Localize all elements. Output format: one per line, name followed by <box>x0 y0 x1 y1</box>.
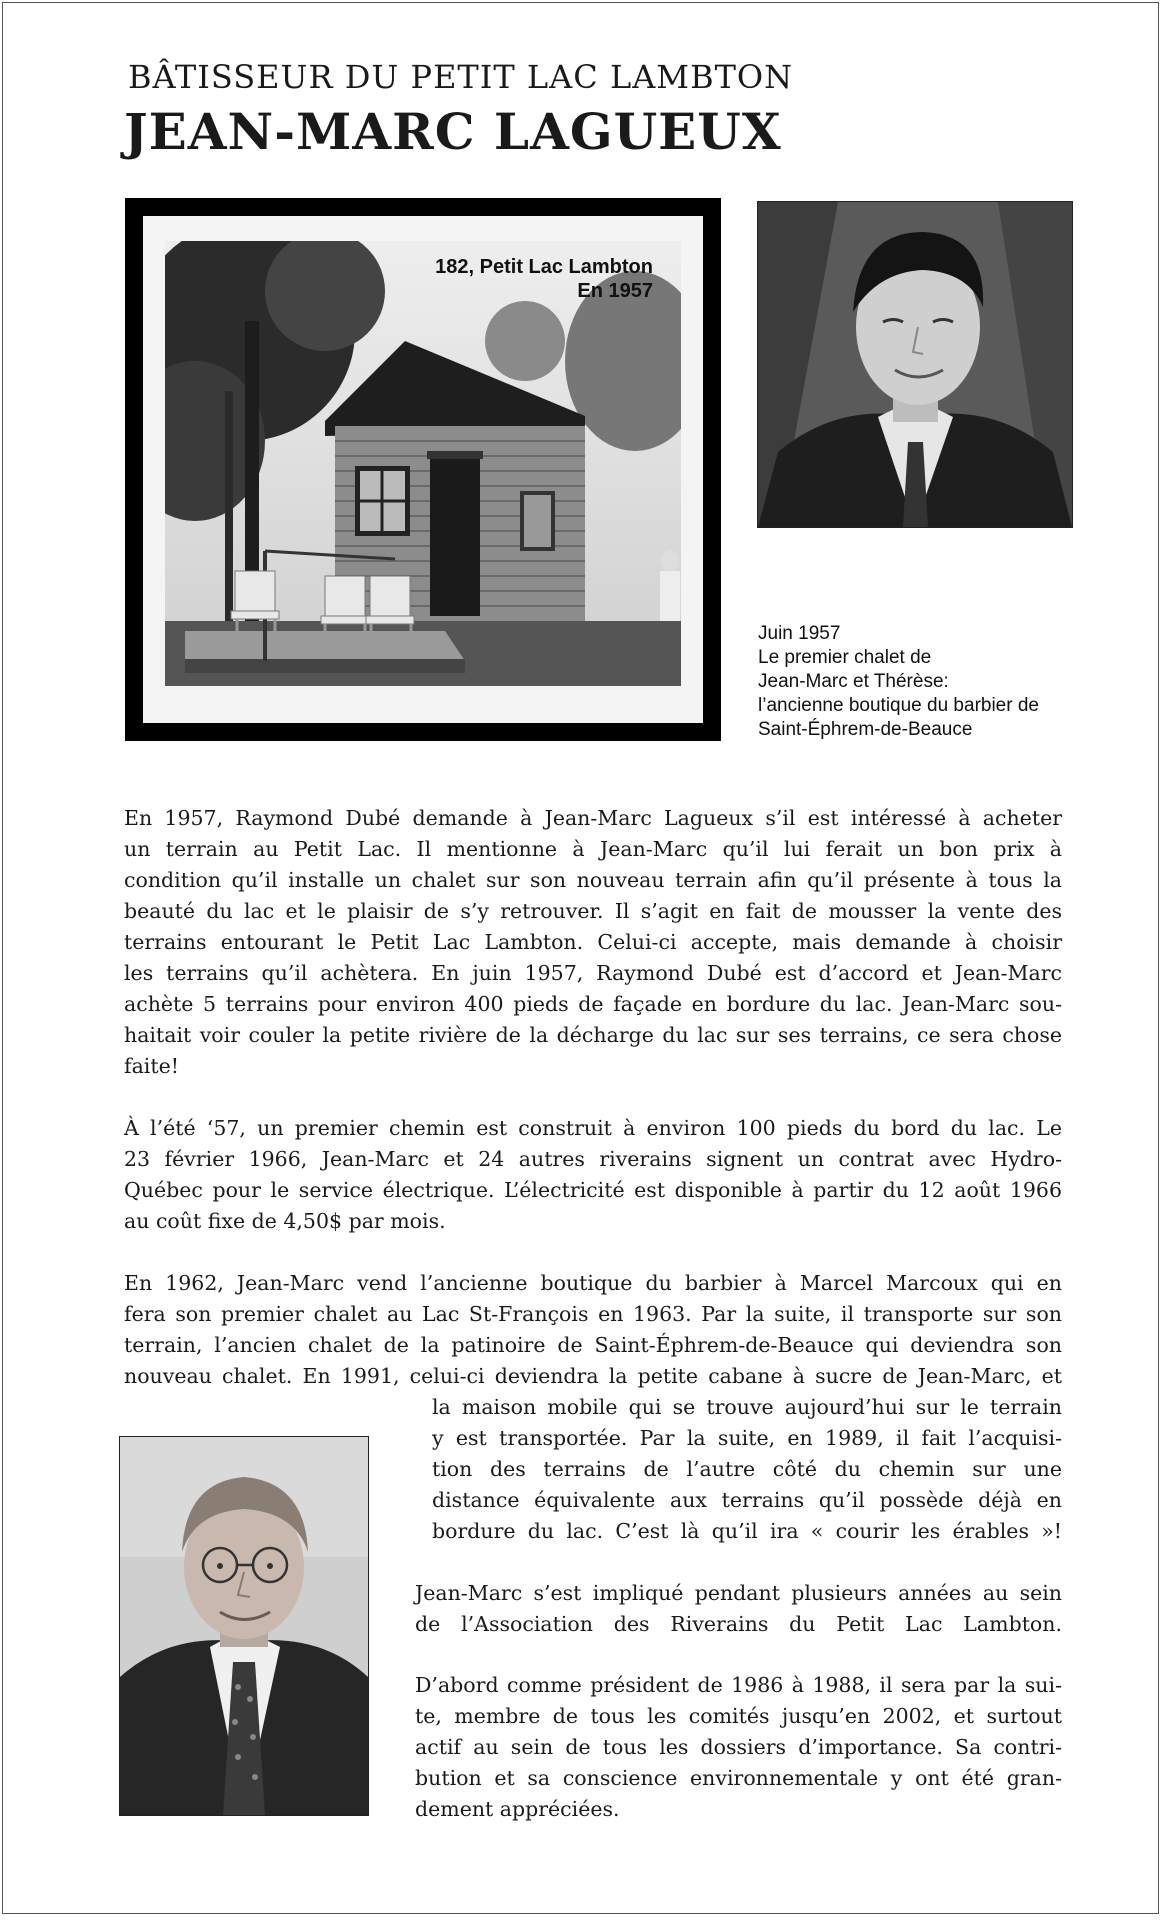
paragraph-1 <box>124 803 1062 1082</box>
text-line: En 1962, Jean-Marc vend l’ancienne boutique du barbier à Marcel Marcoux qui en <box>124 1271 1062 1295</box>
text-line: la maison mobile qui se trouve aujourd’hui sur le terrain <box>432 1395 1062 1419</box>
paragraph-2 <box>124 1113 1062 1237</box>
text-line: 23 février 1966, Jean-Marc et 24 autres riverains signent un contrat avec Hydro- <box>124 1147 1062 1171</box>
caption-line: Juin 1957 <box>758 623 841 644</box>
page-title: JEAN-MARC LAGUEUX <box>124 102 782 161</box>
text-line: Québec pour le service électrique. L’électricité est disponible à partir du 12 août 1966 <box>124 1178 1062 1202</box>
text-line: D’abord comme président de 1986 à 1988, il sera par la sui- <box>415 1673 1062 1697</box>
text-line: En 1957, Raymond Dubé demande à Jean-Marc Lagueux s’il est intéressé à acheter <box>124 806 1062 830</box>
caption-line: l’ancienne boutique du barbier de <box>758 695 1039 716</box>
text-line: fera son premier chalet au Lac St-François en 1963. Par la suite, il transporte sur son <box>124 1302 1062 1326</box>
text-line: À l’été ‘57, un premier chemin est construit à environ 100 pieds du bord du lac. Le <box>124 1116 1062 1140</box>
text-line: terrains entourant le Petit Lac Lambton. Celui-ci accepte, mais demande à choisir <box>124 930 1062 954</box>
paragraph-3 <box>124 1268 1062 1392</box>
text-line: terrain, l’ancien chalet de la patinoire de Saint-Éphrem-de-Beauce qui deviendra son <box>124 1333 1062 1357</box>
chalet-photo-mat <box>143 216 703 723</box>
text-line: dement appréciées. <box>415 1797 620 1821</box>
paragraph-4 <box>415 1578 1062 1640</box>
chalet-caption-year: En 1957 <box>577 280 653 302</box>
chalet-caption-address: 182, Petit Lac Lambton <box>435 256 653 278</box>
caption-line: Saint-Éphrem-de-Beauce <box>758 719 973 740</box>
paragraph-3-continued <box>432 1392 1062 1547</box>
text-line: nouveau chalet. En 1991, celui-ci deviendra la petite cabane à sucre de Jean-Marc, et <box>124 1364 1062 1388</box>
text-line: achète 5 terrains pour environ 400 pieds de façade en bordure du lac. Jean-Marc sou- <box>124 992 1062 1016</box>
text-line: bution et sa conscience environnementale y ont été gran- <box>415 1766 1062 1790</box>
caption-line: Jean-Marc et Thérèse: <box>758 671 949 692</box>
text-line: haitait voir couler la petite rivière de la décharge du lac sur ses terrains, ce sera chose <box>124 1023 1062 1047</box>
text-line: beauté du lac et le plaisir de s’y retrouver. Il s’agit en fait de mousser la vente des <box>124 899 1062 923</box>
paragraph-5 <box>415 1670 1062 1825</box>
text-line: te, membre de tous les comités jusqu’en 2002, et surtout <box>415 1704 1062 1728</box>
text-line: distance équivalente aux terrains qu’il possède déjà en <box>432 1488 1062 1512</box>
text-line: les terrains qu’il achètera. En juin 1957, Raymond Dubé est d’accord et Jean-Marc <box>124 961 1062 985</box>
text-line: faite! <box>124 1054 179 1078</box>
text-line: Jean-Marc s’est impliqué pendant plusieurs années au sein <box>415 1581 1062 1605</box>
text-line: un terrain au Petit Lac. Il mentionne à Jean-Marc qu’il lui ferait un bon prix à <box>124 837 1062 861</box>
chalet-description-caption <box>758 622 1039 742</box>
portrait-older-photo <box>119 1436 369 1816</box>
caption-line: Le premier chalet de <box>758 647 932 668</box>
page-subtitle: BÂTISSEUR DU PETIT LAC LAMBTON <box>128 58 794 96</box>
text-line: au coût fixe de 4,50$ par mois. <box>124 1209 446 1233</box>
text-line: condition qu’il installe un chalet sur son nouveau terrain afin qu’il présente à tous la <box>124 868 1062 892</box>
chalet-photo <box>165 241 681 686</box>
text-line: de l’Association des Riverains du Petit Lac Lambton. <box>415 1612 1062 1636</box>
text-line: bordure du lac. C’est là qu’il ira « courir les érables »! <box>432 1519 1062 1543</box>
text-line: actif au sein de tous les dossiers d’importance. Sa contri- <box>415 1735 1062 1759</box>
portrait-young-photo <box>757 201 1073 528</box>
chalet-photo-frame <box>125 198 721 741</box>
text-line: tion des terrains de l’autre côté du chemin sur une <box>432 1457 1062 1481</box>
chalet-photo-caption <box>435 255 653 303</box>
text-line: y est transportée. Par la suite, en 1989, il fait l’acquisi- <box>432 1426 1062 1450</box>
